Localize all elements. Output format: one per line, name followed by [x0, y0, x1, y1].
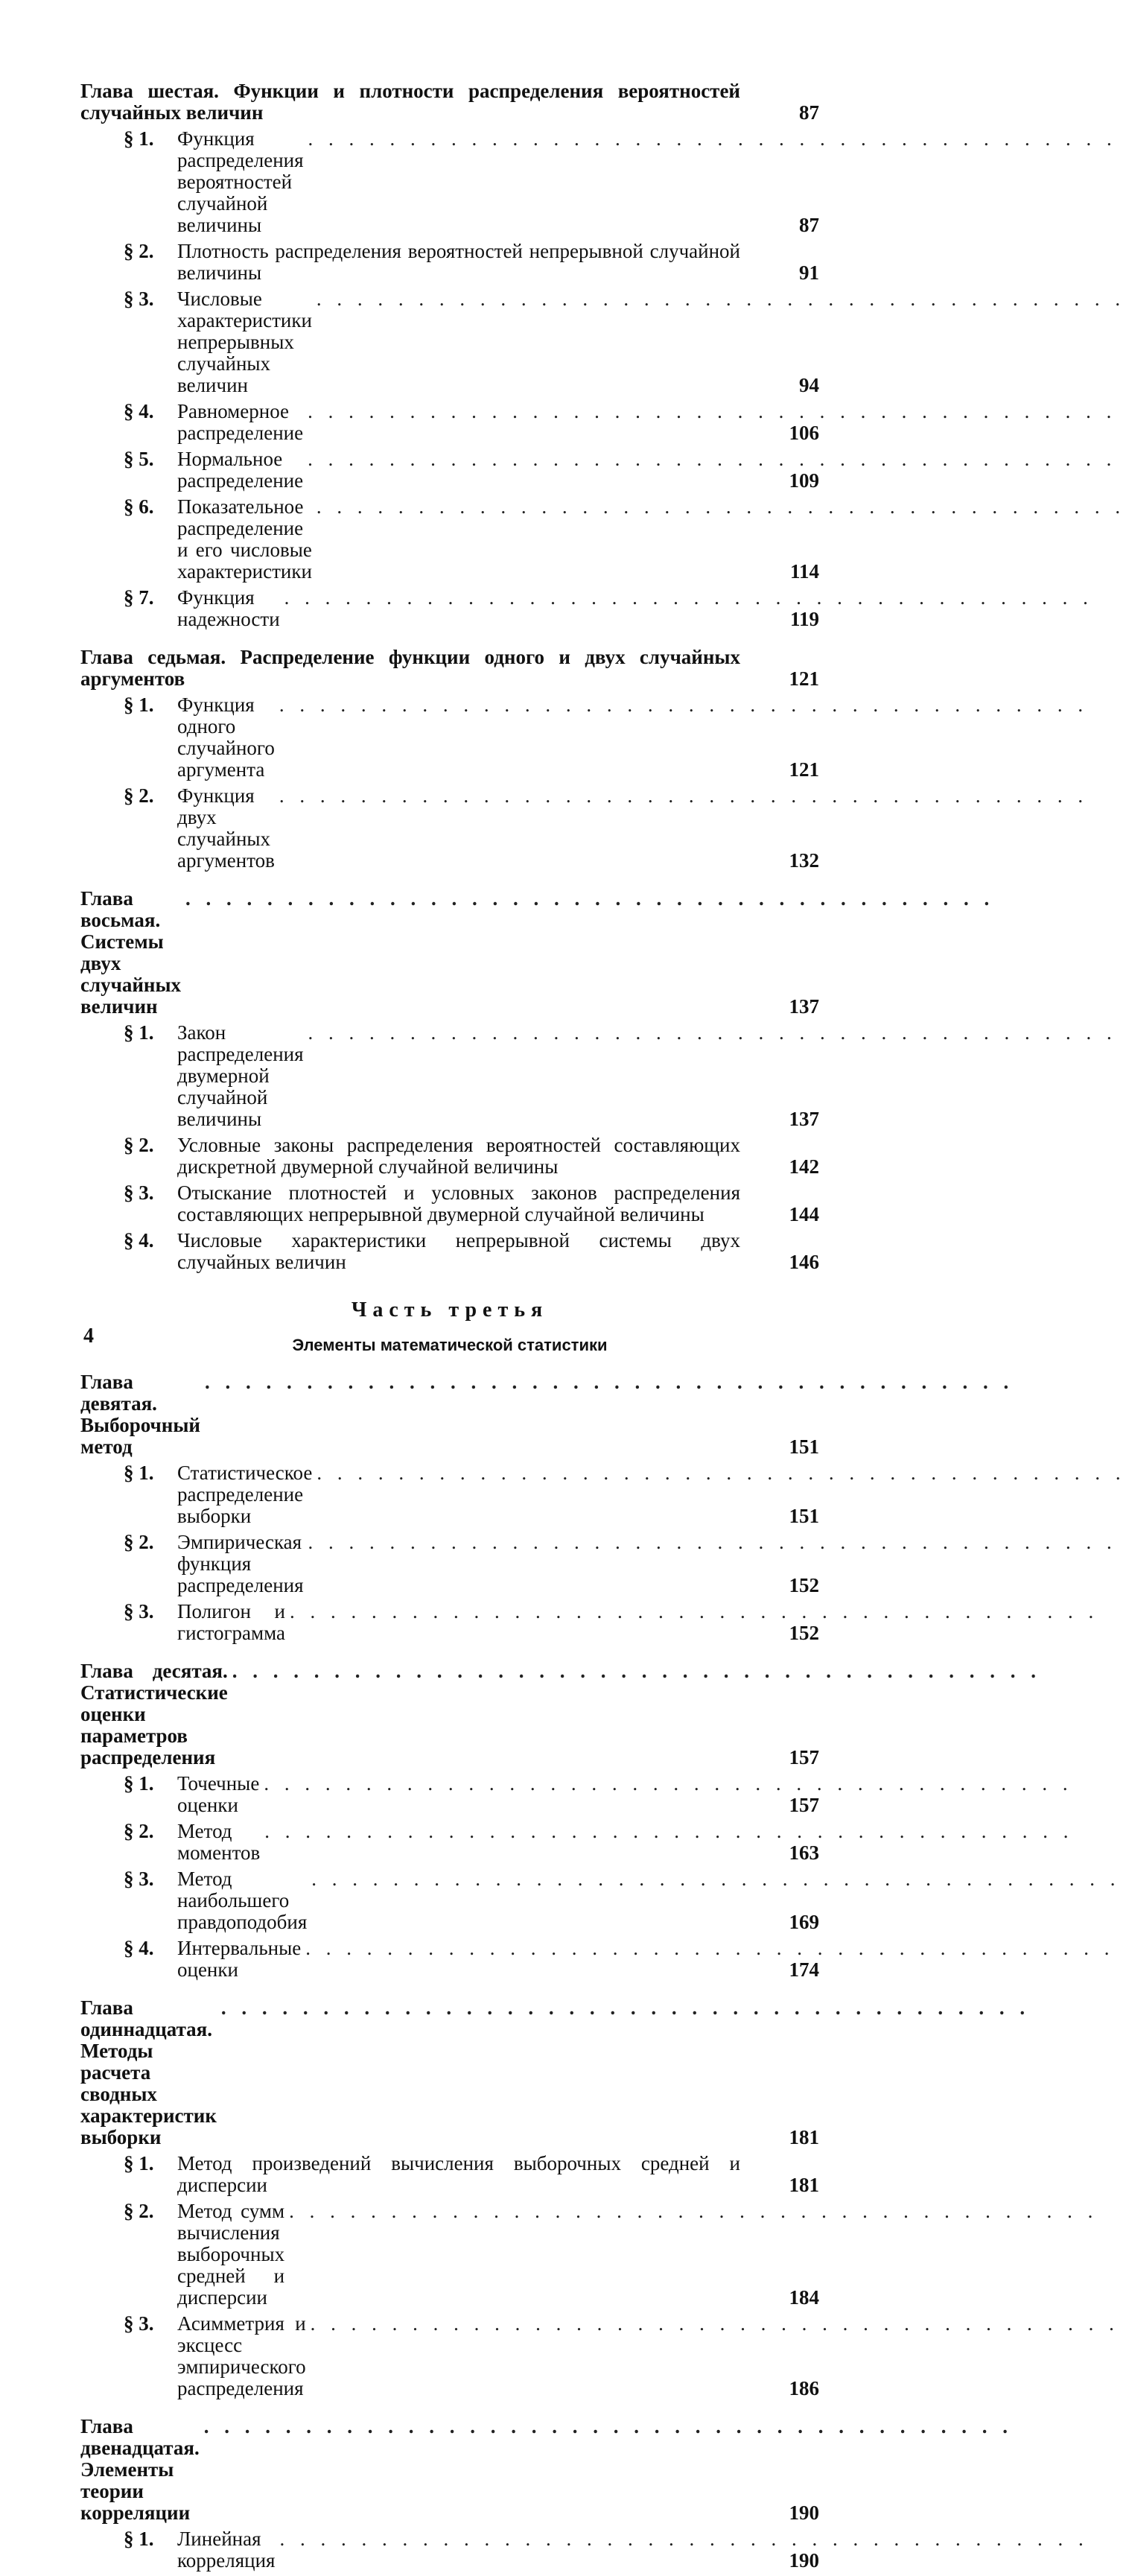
section-marker: § 7. — [124, 586, 154, 609]
section-marker: § 3. — [124, 1868, 154, 1890]
dot-leader: . . . . . . . . . . . . . . . . . . . . . . . . . . . . . . . . . . . . . . . . — [220, 1996, 1031, 2019]
dot-leader: . . . . . . . . . . . . . . . . . . . . . . . . . . . . . . . . . . . . . . . . — [316, 288, 1126, 310]
section-marker: § 2. — [124, 240, 154, 262]
entry-page-number: 142 — [789, 1155, 819, 1178]
entry-title: Плотность распределения вероятностей непрерывной случайной величины — [177, 240, 740, 284]
entry-page-number: 144 — [789, 1203, 819, 1225]
dot-leader: . . . . . . . . . . . . . . . . . . . . . . . . . . . . . . . . . . . . . . . . — [264, 1820, 1074, 1842]
entry-title: Метод произведений вычисления выборочных средней и дисперсии — [177, 2152, 740, 2196]
section-marker: § 1. — [124, 1021, 154, 1044]
entry-page-number: 137 — [789, 995, 819, 1018]
dot-leader: . . . . . . . . . . . . . . . . . . . . . . . . . . . . . . . . . . . . . . . . — [308, 1531, 1117, 1553]
dot-leader: . . . . . . . . . . . . . . . . . . . . . . . . . . . . . . . . . . . . . . . . — [289, 2200, 1098, 2222]
toc-section-entry[interactable] — [80, 241, 819, 284]
dot-leader: . . . . . . . . . . . . . . . . . . . . . . . . . . . . . . . . . . . . . . . . — [305, 1937, 1115, 1959]
dot-leader: . . . . . . . . . . . . . . . . . . . . . . . . . . . . . . . . . . . . . . . . — [317, 1462, 1126, 1484]
entry-title: Глава восьмая. Системы двух случайных величин — [80, 887, 182, 1018]
toc-section-entry[interactable] — [80, 1230, 819, 1273]
entry-title: Функция двух случайных аргументов — [177, 784, 275, 872]
entry-page-number: 152 — [789, 1622, 819, 1644]
entry-title: Числовые характеристики непрерывных случайных величин — [177, 288, 312, 396]
entry-title: Статистическое распределение выборки — [177, 1462, 313, 1527]
toc-section-entry[interactable] — [80, 2153, 819, 2196]
entry-title: Глава шестая. Функции и плотности распределения вероятностей случайных величин — [80, 80, 740, 124]
entry-title: Метод наибольшего правдоподобия — [177, 1868, 308, 1933]
dot-leader: . . . . . . . . . . . . . . . . . . . . . . . . . . . . . . . . . . . . . . . . — [308, 127, 1117, 150]
entry-title: Глава десятая. Статистические оценки параметров распределения — [80, 1660, 228, 1768]
entry-title: Асимметрия и эксцесс эмпирического распределения — [177, 2312, 306, 2399]
toc-section-entry[interactable] — [80, 784, 1089, 872]
entry-page-number: 121 — [789, 667, 819, 690]
section-marker: § 5. — [124, 448, 154, 470]
dot-leader: . . . . . . . . . . . . . . . . . . . . . . . . . . . . . . . . . . . . . . . . — [232, 1660, 1042, 1682]
section-marker: § 1. — [124, 2528, 154, 2550]
entry-page-number: 106 — [789, 422, 819, 444]
entry-page-number: 181 — [789, 2126, 819, 2148]
toc-section-entry[interactable] — [80, 288, 1126, 396]
dot-leader: . . . . . . . . . . . . . . . . . . . . . . . . . . . . . . . . . . . . . . . . — [284, 586, 1093, 609]
toc-chapter-entry[interactable] — [80, 1996, 1031, 2148]
toc-chapter-entry[interactable] — [80, 80, 819, 124]
entry-page-number: 186 — [789, 2377, 819, 2399]
entry-title: Закон распределения двумерной случайной величины — [177, 1021, 304, 1130]
table-of-contents — [80, 80, 1126, 2576]
entry-title: Глава седьмая. Распределение функции одного и двух случайных аргументов — [80, 646, 740, 690]
entry-page-number: 174 — [789, 1958, 819, 1981]
section-marker: § 3. — [124, 1600, 154, 1622]
toc-section-entry[interactable] — [80, 1135, 819, 1178]
toc-section-entry[interactable] — [80, 2528, 1089, 2572]
dot-leader: . . . . . . . . . . . . . . . . . . . . . . . . . . . . . . . . . . . . . . . . — [308, 1021, 1117, 1044]
toc-chapter-entry[interactable] — [80, 647, 819, 690]
entry-page-number: 190 — [789, 2549, 819, 2572]
toc-section-entry[interactable] — [80, 400, 1117, 444]
toc-section-entry[interactable] — [80, 1868, 1121, 1933]
entry-title: Интервальные оценки — [177, 1937, 302, 1981]
entry-page-number: 151 — [789, 1505, 819, 1527]
entry-page-number: 146 — [789, 1251, 819, 1273]
dot-leader: . . . . . . . . . . . . . . . . . . . . . . . . . . . . . . . . . . . . . . . . — [311, 1868, 1121, 1890]
section-marker: § 2. — [124, 1134, 154, 1156]
section-marker: § 4. — [124, 400, 154, 422]
entry-page-number: 114 — [789, 560, 819, 583]
toc-section-entry[interactable] — [80, 694, 1089, 781]
toc-section-entry[interactable] — [80, 1600, 1099, 1644]
entry-page-number: 119 — [789, 608, 819, 630]
entry-title: Глава одиннадцатая. Методы расчета сводных характеристик выборки — [80, 1996, 217, 2148]
section-marker: § 1. — [124, 2152, 154, 2174]
part-heading: Часть третья — [351, 1298, 549, 1322]
dot-leader: . . . . . . . . . . . . . . . . . . . . . . . . . . . . . . . . . . . . . . . . — [289, 1600, 1099, 1622]
entry-page-number: 157 — [789, 1794, 819, 1816]
entry-page-number: 87 — [799, 101, 819, 124]
section-marker: § 3. — [124, 288, 154, 310]
toc-chapter-entry[interactable] — [80, 1371, 1014, 1458]
section-marker: § 4. — [124, 1937, 154, 1959]
dot-leader: . . . . . . . . . . . . . . . . . . . . . . . . . . . . . . . . . . . . . . . . — [310, 2312, 1119, 2335]
entry-title: Нормальное распределение — [177, 448, 304, 492]
entry-page-number: 94 — [799, 374, 819, 396]
dot-leader: . . . . . . . . . . . . . . . . . . . . . . . . . . . . . . . . . . . . . . . . — [316, 495, 1126, 518]
section-marker: § 2. — [124, 1531, 154, 1553]
entry-page-number: 152 — [789, 1574, 819, 1596]
dot-leader: . . . . . . . . . . . . . . . . . . . . . . . . . . . . . . . . . . . . . . . . — [279, 784, 1089, 807]
entry-title: Глава девятая. Выборочный метод — [80, 1371, 200, 1458]
toc-section-entry[interactable] — [80, 1462, 1126, 1527]
toc-section-entry[interactable] — [80, 1182, 819, 1225]
entry-title: Функция одного случайного аргумента — [177, 694, 275, 781]
dot-leader: . . . . . . . . . . . . . . . . . . . . . . . . . . . . . . . . . . . . . . . . — [279, 694, 1089, 716]
toc-chapter-entry[interactable] — [80, 2415, 1013, 2524]
entry-page-number: 137 — [789, 1108, 819, 1130]
entry-page-number: 151 — [789, 1435, 819, 1458]
page-number-footer: 4 — [83, 1325, 94, 1348]
toc-section-entry[interactable] — [80, 2200, 1098, 2309]
toc-section-entry[interactable] — [80, 448, 1117, 492]
section-marker: § 4. — [124, 1229, 154, 1251]
toc-chapter-entry[interactable] — [80, 887, 995, 1018]
entry-page-number: 163 — [789, 1841, 819, 1864]
toc-section-entry[interactable] — [80, 1531, 1117, 1596]
toc-section-entry[interactable] — [80, 495, 1126, 583]
entry-page-number: 87 — [799, 214, 819, 236]
entry-title: Метод сумм вычисления выборочных средней и дисперсии — [177, 2200, 285, 2309]
entry-title: Точечные оценки — [177, 1772, 260, 1816]
entry-page-number: 109 — [789, 469, 819, 492]
section-marker: § 1. — [124, 127, 154, 150]
toc-section-entry[interactable] — [80, 127, 1117, 236]
dot-leader: . . . . . . . . . . . . . . . . . . . . . . . . . . . . . . . . . . . . . . . . — [203, 2415, 1013, 2437]
entry-title: Отыскание плотностей и условных законов распределения составляющих непрерывной двумерной случайной величины — [177, 1181, 740, 1225]
section-marker: § 6. — [124, 495, 154, 518]
entry-title: Метод моментов — [177, 1820, 261, 1864]
section-marker: § 1. — [124, 694, 154, 716]
toc-section-entry[interactable] — [80, 1021, 1117, 1130]
entry-title: Показательное распределение и его числовые характеристики — [177, 495, 312, 583]
dot-leader: . . . . . . . . . . . . . . . . . . . . . . . . . . . . . . . . . . . . . . . . — [308, 400, 1117, 422]
entry-title: Условные законы распределения вероятностей составляющих дискретной двумерной случайной величины — [177, 1134, 740, 1178]
dot-leader: . . . . . . . . . . . . . . . . . . . . . . . . . . . . . . . . . . . . . . . . — [279, 2528, 1089, 2550]
section-marker: § 1. — [124, 1462, 154, 1484]
entry-title: Эмпирическая функция распределения — [177, 1531, 304, 1596]
section-marker: § 2. — [124, 2200, 154, 2222]
section-marker: § 2. — [124, 1820, 154, 1842]
entry-title: Глава двенадцатая. Элементы теории корреляции — [80, 2415, 200, 2524]
entry-page-number: 190 — [789, 2502, 819, 2524]
section-marker: § 3. — [124, 2312, 154, 2335]
dot-leader: . . . . . . . . . . . . . . . . . . . . . . . . . . . . . . . . . . . . . . . . — [204, 1371, 1014, 1393]
entry-title: Функция распределения вероятностей случайной величины — [177, 127, 304, 236]
entry-page-number: 157 — [789, 1746, 819, 1768]
dot-leader: . . . . . . . . . . . . . . . . . . . . . . . . . . . . . . . . . . . . . . . . — [264, 1772, 1073, 1795]
entry-title: Полигон и гистограмма — [177, 1600, 285, 1644]
toc-section-entry[interactable] — [80, 1820, 1074, 1864]
entry-page-number: 181 — [789, 2174, 819, 2196]
entry-title: Линейная корреляция — [177, 2528, 276, 2572]
entry-page-number: 91 — [799, 261, 819, 284]
dot-leader: . . . . . . . . . . . . . . . . . . . . . . . . . . . . . . . . . . . . . . . . — [185, 887, 995, 910]
entry-page-number: 121 — [789, 758, 819, 781]
section-marker: § 2. — [124, 784, 154, 807]
entry-page-number: 184 — [789, 2286, 819, 2309]
dot-leader: . . . . . . . . . . . . . . . . . . . . . . . . . . . . . . . . . . . . . . . . — [308, 448, 1117, 470]
toc-section-entry[interactable] — [80, 586, 1093, 630]
entry-title: Равномерное распределение — [177, 400, 304, 444]
entry-title: Числовые характеристики непрерывной системы двух случайных величин — [177, 1229, 740, 1273]
toc-section-entry[interactable] — [80, 1772, 1073, 1816]
entry-page-number: 169 — [789, 1911, 819, 1933]
section-marker: § 1. — [124, 1772, 154, 1795]
part-subheading: Элементы математической статистики — [292, 1336, 608, 1354]
entry-page-number: 132 — [789, 849, 819, 872]
toc-chapter-entry[interactable] — [80, 1660, 1042, 1768]
toc-section-entry[interactable] — [80, 2312, 1119, 2399]
toc-section-entry[interactable] — [80, 1937, 1115, 1981]
entry-title: Функция надежности — [177, 586, 280, 630]
section-marker: § 3. — [124, 1181, 154, 1204]
